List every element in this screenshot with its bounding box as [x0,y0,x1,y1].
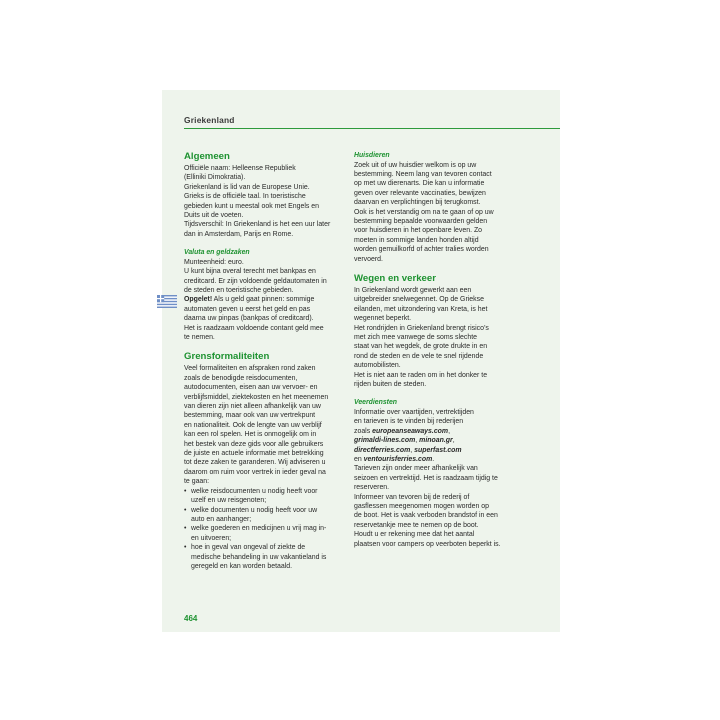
bullet-marker: • [184,544,187,552]
paragraph-line: Ook is het verstandig om na te gaan of op uw [354,208,494,216]
paragraph-line: het bestek van deze gids voor alle gebruikers [184,440,324,448]
paragraph-line: reserveren. [354,484,390,492]
paragraph-line: creditcard. Er zijn voldoende geldautomaten in [184,277,327,285]
paragraph-line: worden gemuilkorfd of achter tralies worden [354,246,489,254]
section-heading-grens: Grensformaliteiten [184,351,270,363]
paragraph-line: Informeer van tevoren bij de rederij of [354,493,470,501]
bullet-item [184,506,344,515]
subheading-veerdiensten: Veerdiensten [354,399,398,407]
paragraph-line: Tijdsverschil: In Griekenland is het een uur later [184,221,331,229]
bullet-item [184,534,344,543]
paragraph-line: Het is raadzaam voldoende contant geld mee [184,324,324,332]
paragraph-line [354,436,514,445]
bullet-text: hoe in geval van ongeval of ziekte de [191,544,306,552]
text: . [432,455,435,463]
paragraph-line [184,295,344,304]
website-link[interactable]: ventourisferries.com [363,455,433,463]
section-heading-wegen: Wegen en verkeer [354,272,436,284]
paragraph-line: moeten in sommige landen honden altijd [354,236,479,244]
website-link[interactable]: superfast.com [414,446,462,454]
paragraph-line: Het is niet aan te raden om in het donker te [354,371,488,379]
paragraph-line: en tarieven is te vinden bij rederijen [354,418,464,426]
bullet-marker: • [184,506,187,514]
paragraph-line: op met uw dierenarts. Die kan u informatie [354,180,485,188]
page-number: 464 [184,614,198,623]
bullet-item [184,496,344,505]
paragraph-line: en nationaliteit. Ook de lengte van uw verblijf [184,421,322,429]
bullet-text: uzelf en uw reisgenoten; [191,497,267,505]
website-link[interactable]: grimaldi-lines.com [354,437,416,445]
spacer [184,342,344,351]
right-column [354,151,514,549]
bullet-text: welke reisdocumenten u nodig heeft voor [191,487,318,495]
chapter-title: Griekenland [184,115,235,125]
paragraph-line: Duits uit de voeten. [184,212,244,220]
paragraph-line: Grieks is de officiële taal. In toeristische [184,193,306,201]
left-column [184,151,344,571]
bullet-item [184,487,344,496]
text: , [415,437,420,445]
paragraph-line: verblijfsmiddel, ziektekosten en het meenemen [184,393,329,401]
paragraph-line: bestemming bepaalde voorwaarden gelden [354,217,488,225]
paragraph-line: met zich mee vanwege de soms slechte [354,334,478,341]
bullet-item [184,562,344,571]
bullet-text: welke goederen en medicijnen u vrij mag in- [191,525,327,533]
bullet-text: auto en aanhanger; [191,515,252,523]
paragraph-line: van dieren zijn niet alleen afhankelijk van uw [184,403,321,411]
bullet-marker: • [184,525,187,533]
paragraph-line: gebieden kunt u meestal ook met Engels en [184,202,319,210]
paragraph-line: de steden en toeristische gebieden. [184,286,294,294]
paragraph-line: reservetankje mee te nemen op de boot. [354,521,479,529]
spacer [354,264,514,273]
bullet-marker: • [184,487,187,495]
paragraph-line: Griekenland is lid van de Europese Unie. [184,183,310,191]
bullet-item [184,515,344,524]
opgelet-text: Als u geld gaat pinnen: sommige [212,296,315,304]
paragraph-line: plaatsen voor campers op veerboten beperkt is. [354,540,501,548]
section-heading-algemeen: Algemeen [184,151,230,162]
subheading-valuta: Valuta en geldzaken [184,249,250,257]
paragraph-line: vervoerd. [354,255,383,263]
paragraph-line: uitgebreider snelwegennet. Op de Griekse [354,296,484,304]
text: en [354,455,364,463]
paragraph-line: gasflessen meegenomen mogen worden op [354,503,489,510]
paragraph-line [354,455,514,464]
paragraph-line: rond de steden en de vele te snel rijdende [354,352,484,360]
paragraph-line: eilanden, met uitzondering van Kreta, is het [354,305,488,313]
paragraph-line: kan een rol spelen. Het is onmogelijk om in [184,431,317,439]
paragraph-line: bestemming. Neem lang van tevoren contact [354,170,492,178]
paragraph-line: zoals de benodigde reisdocumenten, [184,374,298,382]
spacer [354,389,514,398]
bullet-item [184,543,344,552]
paragraph-line: te gaan: [184,478,210,486]
paragraph-line: Informatie over vaartijden, vertrektijden [354,408,474,416]
paragraph-line: Veel formaliteiten en afspraken rond zaken [184,365,316,373]
website-link[interactable]: minoan.gr [419,437,453,445]
greek-flag-icon [157,295,177,308]
bullet-item [184,524,344,533]
paragraph-line: daarom om ruim voor vertrek in ieder geval na [184,468,326,476]
opgelet-label: Opgelet! [184,296,213,304]
text: , [452,437,455,445]
paragraph-line: voor huisdieren in het openbare leven. Zo [354,227,483,235]
paragraph-line: Houdt u er rekening mee dat het aantal [354,531,475,539]
paragraph-line: (Elliniki Dimokratia). [184,174,246,182]
paragraph-line: tot deze zaken te garanderen. Wij adviseren u [184,459,326,467]
paragraph-line: daarna uw pinpas (bankpas of creditcard). [184,315,314,323]
text: , [410,446,415,454]
paragraph-line: automobilisten. [354,362,401,370]
paragraph-line: bestemming, maar ook van uw vertrekpunt [184,412,316,420]
paragraph-line: de juiste en actuele informatie met betrekking [184,450,324,458]
bullet-text: medische behandeling in uw vakantieland is [191,553,327,561]
paragraph-line: de boot. Het is vaak verboden brandstof in een [354,512,498,520]
paragraph-line: rijden buiten de steden. [354,381,427,389]
paragraph-line: Munteenheid: euro. [184,258,244,266]
paragraph-line: dan in Amsterdam, Parijs en Rome. [184,230,294,238]
paragraph-line: Tarieven zijn onder meer afhankelijk van [354,465,478,473]
paragraph-line [354,427,514,436]
paragraph-line: daarvan en verplichtingen bij terugkomst. [354,199,481,207]
paragraph-line: te nemen. [184,334,215,341]
bullet-text: en uitvoeren; [191,534,232,542]
paragraph-line: autodocumenten, eisen aan uw vervoer- en [184,384,318,392]
paragraph-line: seizoen en vertrektijd. Het is raadzaam tijdig te [354,474,498,482]
paragraph-line: automaten geven u eerst het geld en pas [184,305,311,313]
website-link[interactable]: directferries.com [354,446,411,454]
text: , [448,427,451,435]
paragraph-line: In Griekenland wordt gewerkt aan een [354,286,472,294]
bullet-text: geregeld en kan worden betaald. [191,562,293,570]
paragraph-line: U kunt bijna overal terecht met bankpas en [184,268,316,276]
paragraph-line [354,446,514,455]
paragraph-line: geven over relevante vaccinaties, bewijzen [354,189,486,197]
paragraph-line: Zoek uit of uw huisdier welkom is op uw [354,161,477,169]
paragraph-line: staat van het wegdek, de grote drukte in en [354,343,488,351]
subheading-huisdieren: Huisdieren [354,152,390,159]
paragraph-line: Officiële naam: Helleense Republiek [184,165,296,172]
bullet-text: welke documenten u nodig heeft voor uw [191,506,318,514]
paragraph-line: wegennet beperkt. [354,315,412,323]
spacer [184,239,344,248]
text: zoals [354,427,373,435]
header-rule [184,128,560,129]
website-link[interactable]: europeanseaways.com [372,427,449,435]
bullet-item [184,553,344,562]
paragraph-line: Het rondrijden in Griekenland brengt risico’s [354,324,489,332]
